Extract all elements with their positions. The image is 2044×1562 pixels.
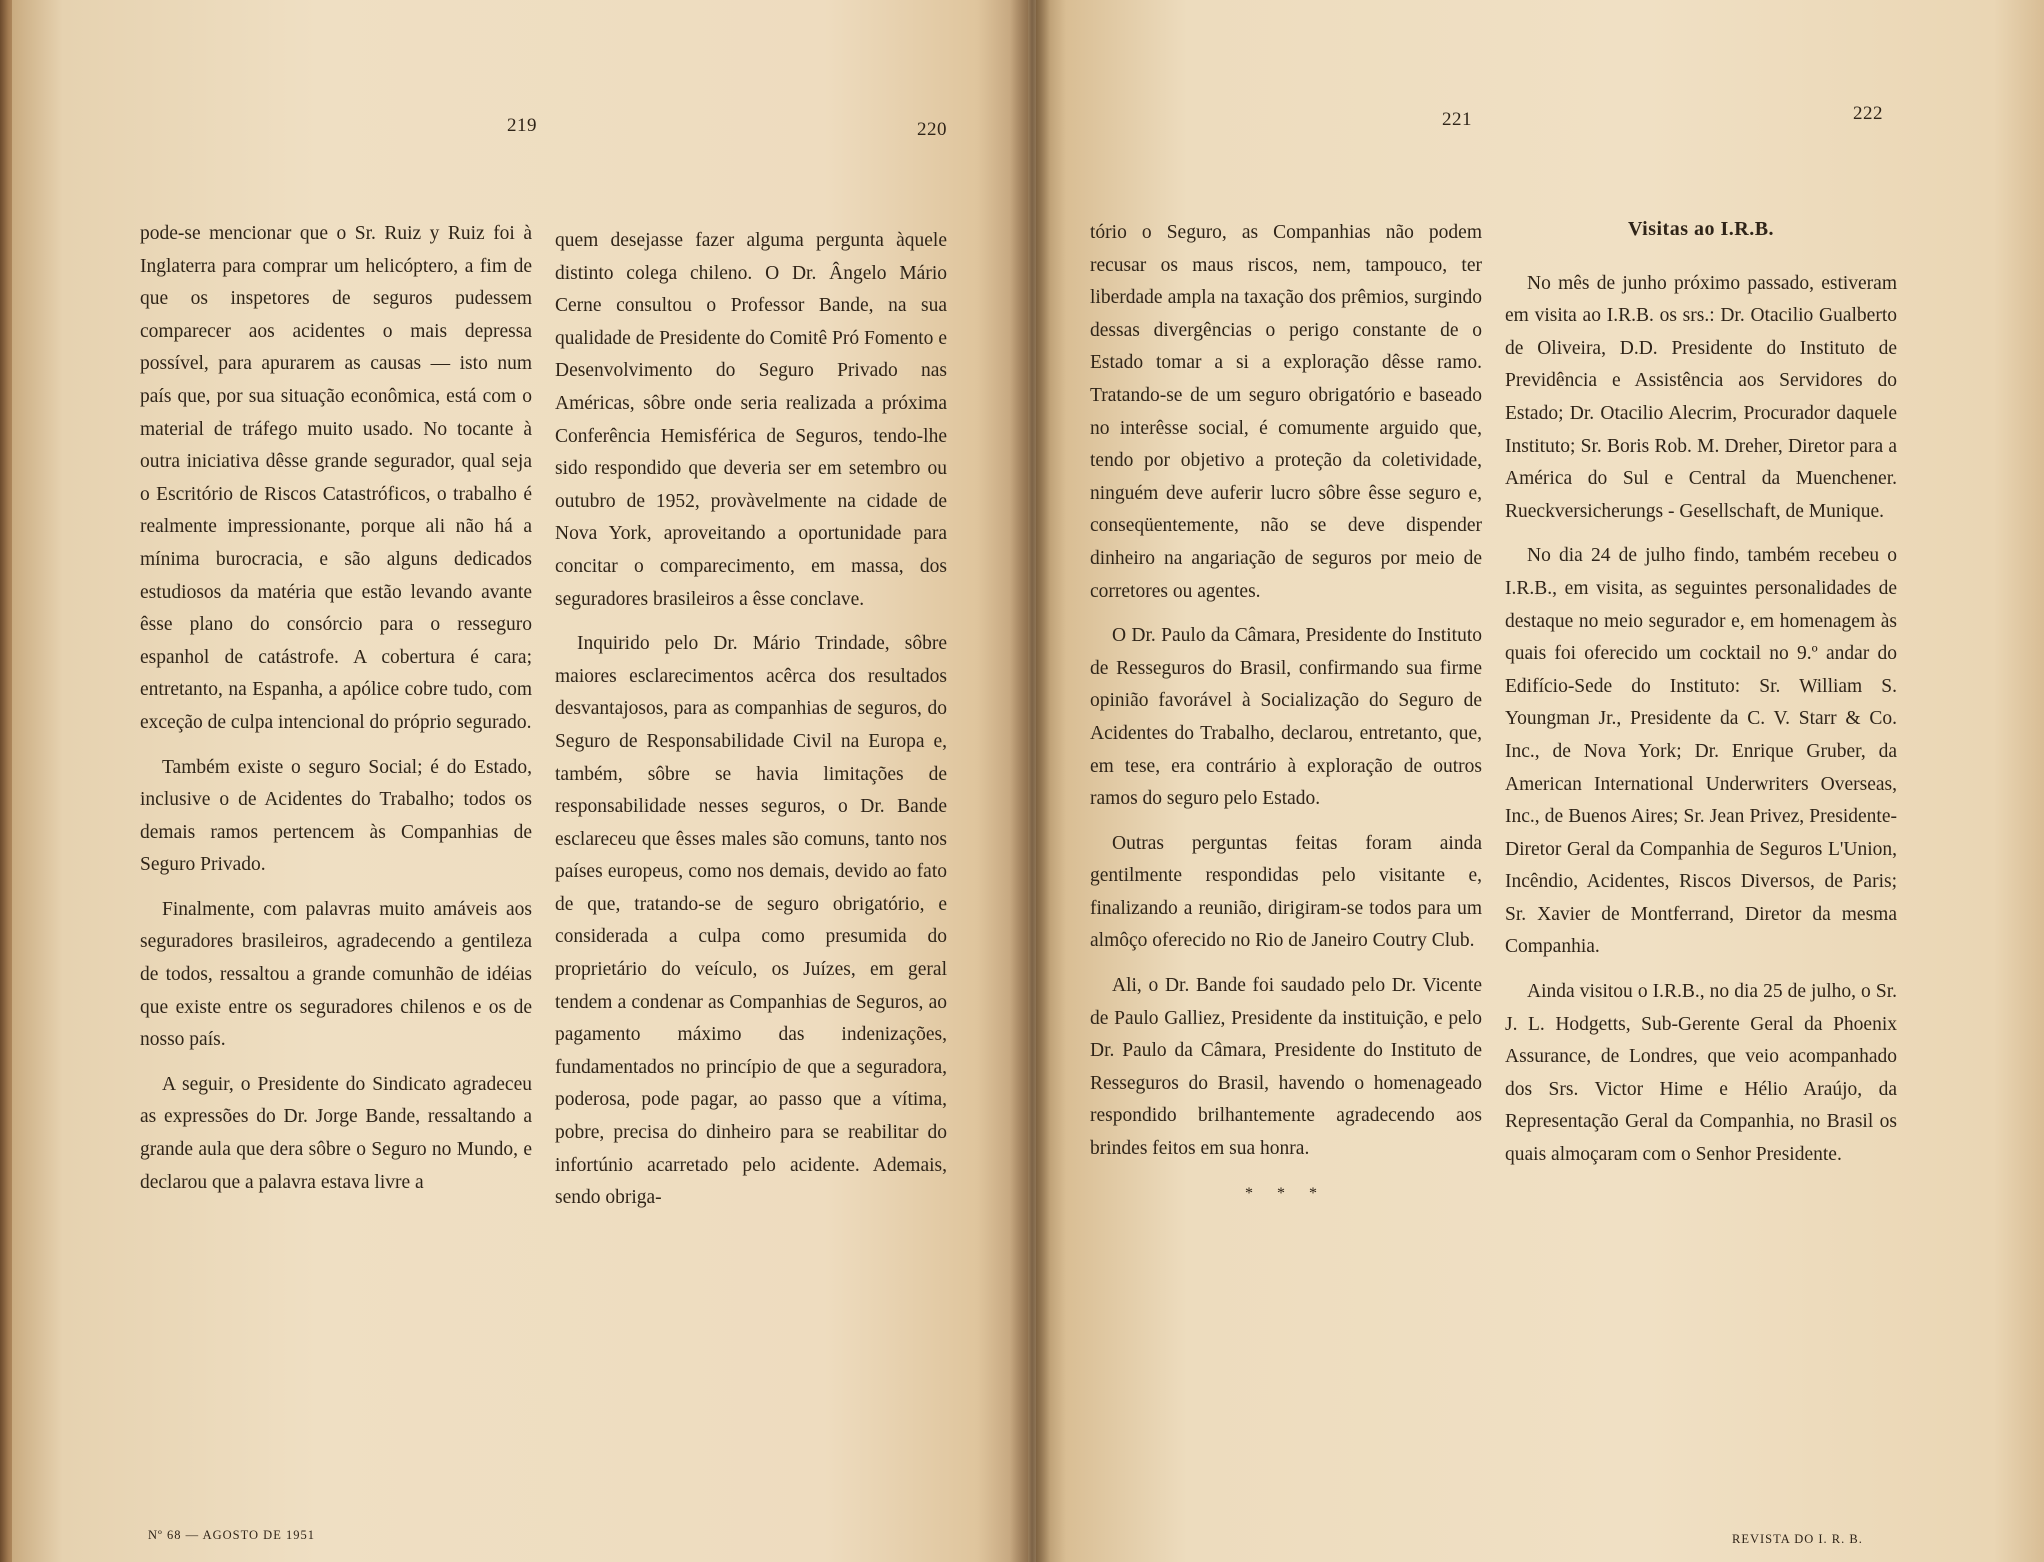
paragraph: O Dr. Paulo da Câmara, Presidente do Instituto de Resseguros do Brasil, confirmando sua firme opinião favorável à Socialização do Seguro de Acidentes do Trabalho, declarou, entretanto, que, em tese, era contrário à exploração de outros ramos do seguro pelo Estado. xyxy=(1090,625,1482,810)
page-number-221: 221 xyxy=(1442,109,1472,130)
paragraph: A seguir, o Presidente do Sindicato agradeceu as expressões do Dr. Jorge Bande, ressaltando a grande aula que dera sôbre o Seguro no Mundo, e declarou que a palavra estava livre a xyxy=(140,1073,532,1193)
section-separator: * * * xyxy=(1245,1184,1327,1202)
paragraph: quem desejasse fazer alguma pergunta àquele distinto colega chileno. O Dr. Ângelo Mário Cerne consultou o Professor Bande, na sua qualidade de Presidente do Comitê Pró Fomento e Desenvolvimento do Seguro Privado nas Américas, sôbre onde seria realizada a próxima Conferência Hemisférica de Seguros, tendo-lhe sido respondido que deveria ser em setembro ou outubro de 1952, provàvelmente na cidade de Nova York, aproveitando a oportunidade para concitar o comparecimento, em massa, dos seguradores brasileiros a êsse conclave. xyxy=(555,230,947,610)
paragraph: Finalmente, com palavras muito amáveis aos seguradores brasileiros, agradecendo a gentileza de todos, ressaltou a grande comunhão de idéias que existe entre os seguradores chilenos e os de nosso país. xyxy=(140,898,532,1051)
paragraph: Inquirido pelo Dr. Mário Trindade, sôbre maiores esclarecimentos acêrca dos resultados desvantajosos, para as companhias de seguros, do Seguro de Responsabilidade Civil na Europa e, também, sôbre se havia limitações de responsabilidade nesses seguros, o Dr. Bande esclareceu que êsses males são comuns, tanto nos países europeus, como nos demais, devido ao fato de que, tratando-se de seguro obrigatório, e considerada a culpa como presumida do proprietário do veículo, os Juízes, em geral tendem a condenar as Companhias de Seguros, ao pagamento máximo das indenizações, fundamentados no princípio de que a seguradora, poderosa, pode pagar, ao passo que a vítima, pobre, precisa do dinheiro para se reabilitar do infortúnio acarretado pelo acidente. Ademais, sendo obriga- xyxy=(555,633,947,1209)
footer-issue: Nº 68 — AGOSTO DE 1951 xyxy=(148,1528,315,1542)
page-number-219: 219 xyxy=(507,115,537,136)
column-page-222 xyxy=(1505,213,1897,1184)
column-page-219 xyxy=(140,218,532,1211)
section-title: Visitas ao I.R.B. xyxy=(1627,218,1775,240)
paragraph: Também existe o seguro Social; é do Estado, inclusive o de Acidentes do Trabalho; todos os demais ramos pertencem às Companhias de Seguro Privado. xyxy=(140,756,532,876)
paragraph: pode-se mencionar que o Sr. Ruiz y Ruiz foi à Inglaterra para comprar um helicóptero, a fim de que os inspetores de seguros pudessem comparecer aos acidentes o mais depressa possível, para apurarem as causas — isto num país que, por sua situação econômica, está com o material de tráfego muito usado. No tocante à outra iniciativa dêsse grande segurador, qual seja o Escritório de Riscos Catastróficos, o trabalho é realmente impressionante, porque ali não há a mínima burocracia, e são alguns dedicados estudiosos da matéria que estão levando avante êsse plano do consórcio para o resseguro espanhol de catástrofe. A cobertura é cara; entretanto, na Espanha, a apólice cobre tudo, com exceção de culpa intencional do próprio segurado. xyxy=(140,223,532,733)
footer-journal: REVISTA DO I. R. B. xyxy=(1732,1532,1863,1546)
book-spine xyxy=(1010,0,1050,1562)
paragraph: tório o Seguro, as Companhias não podem recusar os maus riscos, nem, tampouco, ter liberdade ampla na taxação dos prêmios, surgindo dessas divergências o perigo constante de o Estado tomar a si a exploração dêsse ramo. Tratando-se de um seguro obrigatório e baseado no interêsse social, é comumente arguido que, tendo por objetivo a proteção da coletividade, ninguém deve auferir lucro sôbre êsse seguro e, conseqüentemente, não se deve dispender dinheiro na angariação de seguros por meio de corretores ou agentes. xyxy=(1090,222,1482,602)
paragraph: No dia 24 de julho findo, também recebeu o I.R.B., em visita, as seguintes personalidades de destaque no meio segurador e, em homenagem às quais foi oferecido um cocktail no 9.º andar do Edifício-Sede do Instituto: Sr. William S. Youngman Jr., Presidente da C. V. Starr & Co. Inc., de Nova York; Dr. Enrique Gruber, da American International Underwriters Overseas, Inc., de Buenos Aires; Sr. Jean Privez, Presidente-Diretor Geral da Companhia de Seguros L'Union, Incêndio, Acidentes, Riscos Diversos, de Paris; Sr. Xavier de Montferrand, Diretor da mesma Companhia. xyxy=(1505,545,1897,958)
paragraph: Ali, o Dr. Bande foi saudado pelo Dr. Vicente de Paulo Galliez, Presidente da instituição, e pelo Dr. Paulo da Câmara, Presidente do Instituto de Resseguros do Brasil, havendo o homenageado respondido brilhantemente agradecendo aos brindes feitos em sua honra. xyxy=(1090,975,1482,1160)
column-page-221 xyxy=(1090,217,1482,1210)
page-number-222: 222 xyxy=(1853,103,1883,124)
page-number-220: 220 xyxy=(917,119,947,140)
paragraph: Ainda visitou o I.R.B., no dia 25 de julho, o Sr. J. L. Hodgetts, Sub-Gerente Geral da Phoenix Assurance, de Londres, que veio acompanhado dos Srs. Victor Hime e Hélio Araújo, da Representação Geral da Companhia, no Brasil os quais almoçaram com o Senhor Presidente. xyxy=(1505,981,1897,1166)
paragraph: No mês de junho próximo passado, estiveram em visita ao I.R.B. os srs.: Dr. Otacilio Gualberto de Oliveira, D.D. Presidente do Instituto de Previdência e Assistência aos Servidores do Estado; Dr. Otacilio Alecrim, Procurador daquele Instituto; Sr. Boris Rob. M. Dreher, Diretor para a América do Sul e Central da Muenchener. Rueckversicherungs - Gesellschaft, de Munique. xyxy=(1505,272,1897,522)
paragraph: Outras perguntas feitas foram ainda gentilmente respondidas pelo visitante e, finalizando a reunião, dirigiram-se todos para um almôço oferecido no Rio de Janeiro Coutry Club. xyxy=(1090,832,1482,952)
column-page-220 xyxy=(555,225,947,1227)
